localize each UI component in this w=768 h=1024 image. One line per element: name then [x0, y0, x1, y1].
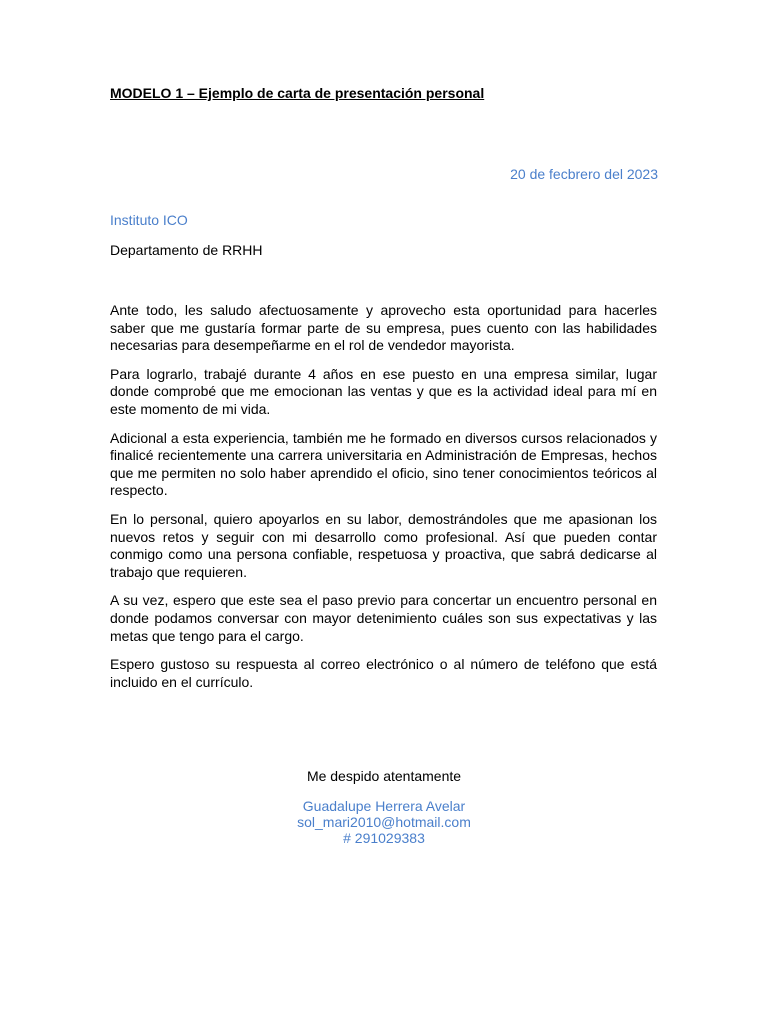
- body-paragraph: A su vez, espero que este sea el paso previo para concertar un encuentro personal en donde podamos conversar con mayor detenimiento cuáles son sus expectativas y las metas que tengo para el cargo.: [110, 592, 657, 644]
- letter-closing: Me despido atentamente: [306, 768, 462, 784]
- body-paragraph: Ante todo, les saludo afectuosamente y aprovecho esta oportunidad para hacerles saber que me gustaría formar parte de su empresa, pues cuento con las habilidades necesarias para desempeñarme en el rol de vendedor mayorista.: [110, 302, 657, 354]
- body-paragraph: En lo personal, quiero apoyarlos en su labor, demostrándoles que me apasionan los nuevos retos y seguir con mi desarrollo como profesional. Así que pueden contar conmigo como una persona confiable, respetuosa y proactiva, que sabrá dedicarse al trabajo que requieren.: [110, 510, 657, 580]
- signature-email: sol_mari2010@hotmail.com: [297, 814, 471, 830]
- signature-phone: # 291029383: [343, 830, 425, 846]
- recipient-organization: Instituto ICO: [110, 212, 188, 228]
- letter-date: 20 de fecbrero del 2023: [510, 166, 658, 182]
- body-paragraph: Espero gustoso su respuesta al correo electrónico o al número de teléfono que está incluido en el currículo.: [110, 656, 657, 690]
- body-paragraph: Para lograrlo, trabajé durante 4 años en ese puesto en una empresa similar, lugar donde comprobé que me emocionan las ventas y que es la actividad ideal para mí en este momento de mi vida.: [110, 365, 657, 417]
- signature-block: [0, 798, 768, 846]
- signature-name: Guadalupe Herrera Avelar: [302, 798, 466, 814]
- document-heading: MODELO 1 – Ejemplo de carta de presentación personal: [110, 85, 485, 101]
- body-paragraph: Adicional a esta experiencia, también me he formado en diversos cursos relacionados y finalicé recientemente una carrera universitaria en Administración de Empresas, hechos que me permiten no solo haber aprendido el oficio, sino tener conocimientos teóricos al respecto.: [110, 429, 657, 499]
- letter-body: [110, 302, 657, 702]
- recipient-department: Departamento de RRHH: [110, 242, 263, 258]
